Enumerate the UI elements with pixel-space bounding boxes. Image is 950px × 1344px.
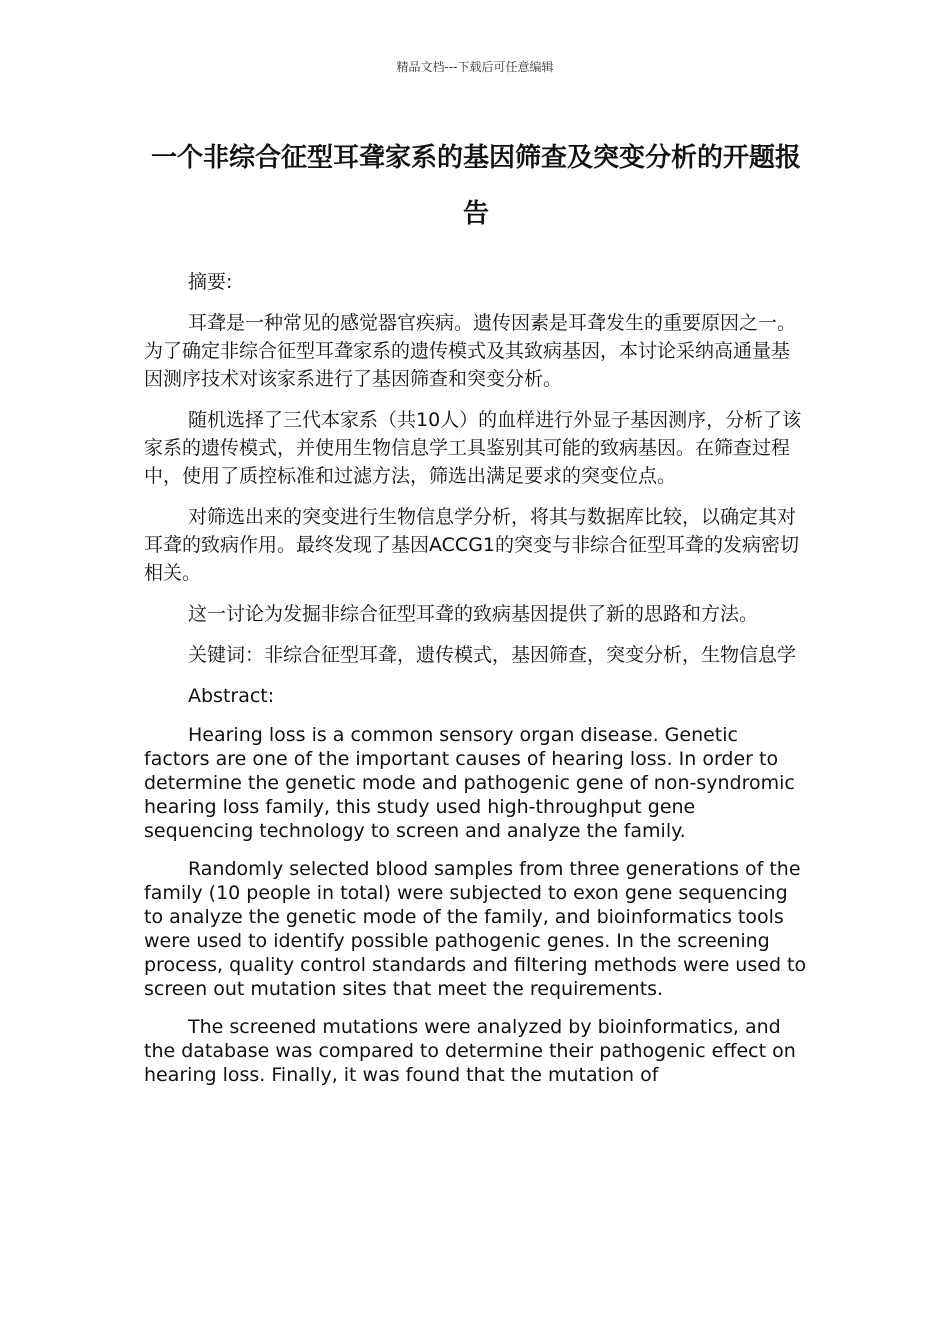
en-abstract-heading: Abstract:	[188, 685, 275, 707]
document-body	[144, 268, 808, 1101]
keywords: 关键词：非综合征型耳聋，遗传模式，基因筛查，突变分析，生物信息学	[188, 644, 797, 666]
zh-paragraph: 这一讨论为发掘非综合征型耳聋的致病基因提供了新的思路和方法。	[188, 603, 759, 625]
header-note: 精品文档---下载后可任意编辑	[396, 60, 554, 74]
zh-paragraph: 耳聋是一种常见的感觉器官疾病。遗传因素是耳聋发生的重要原因之一。为了确定非综合征型耳聋家系的遗传模式及其致病基因，本讨论采纳高通量基因测序技术对该家系进行了基因筛查和突变分析。	[144, 312, 797, 390]
document-title: 一个非综合征型耳聋家系的基因筛查及突变分析的开题报告	[150, 143, 801, 229]
zh-paragraph: 随机选择了三代本家系（共10人）的血样进行外显子基因测序，分析了该家系的遗传模式，并使用生物信息学工具鉴别其可能的致病基因。在筛查过程中，使用了质控标准和过滤方法，筛选出满足要求的突变位点。	[144, 409, 802, 487]
en-paragraph: Randomly selected blood samples from three generations of the family (10 people in total) were subjected to exon gene sequencing to analyze the genetic mode of the family, and bioinformatics tools were used to identify possible pathogenic genes. In the screening process, quality control standards and filtering methods were used to screen out mutation sites that meet the requirements.	[144, 858, 807, 1000]
zh-abstract-heading: 摘要:	[188, 271, 233, 293]
zh-paragraph: 对筛选出来的突变进行生物信息学分析，将其与数据库比较，以确定其对耳聋的致病作用。最终发现了基因ACCG1的突变与非综合征型耳聋的发病密切相关。	[144, 506, 800, 584]
en-paragraph: The screened mutations were analyzed by bioinformatics, and the database was compared to determine their pathogenic effect on hearing loss. Finally, it was found that the mutation of	[144, 1016, 796, 1086]
en-paragraph: Hearing loss is a common sensory organ disease. Genetic factors are one of the important causes of hearing loss. In order to determine the genetic mode and pathogenic gene of non-syndromic hearing loss family, this study used high-throughput gene sequencing technology to screen and analyze the family.	[144, 724, 795, 842]
